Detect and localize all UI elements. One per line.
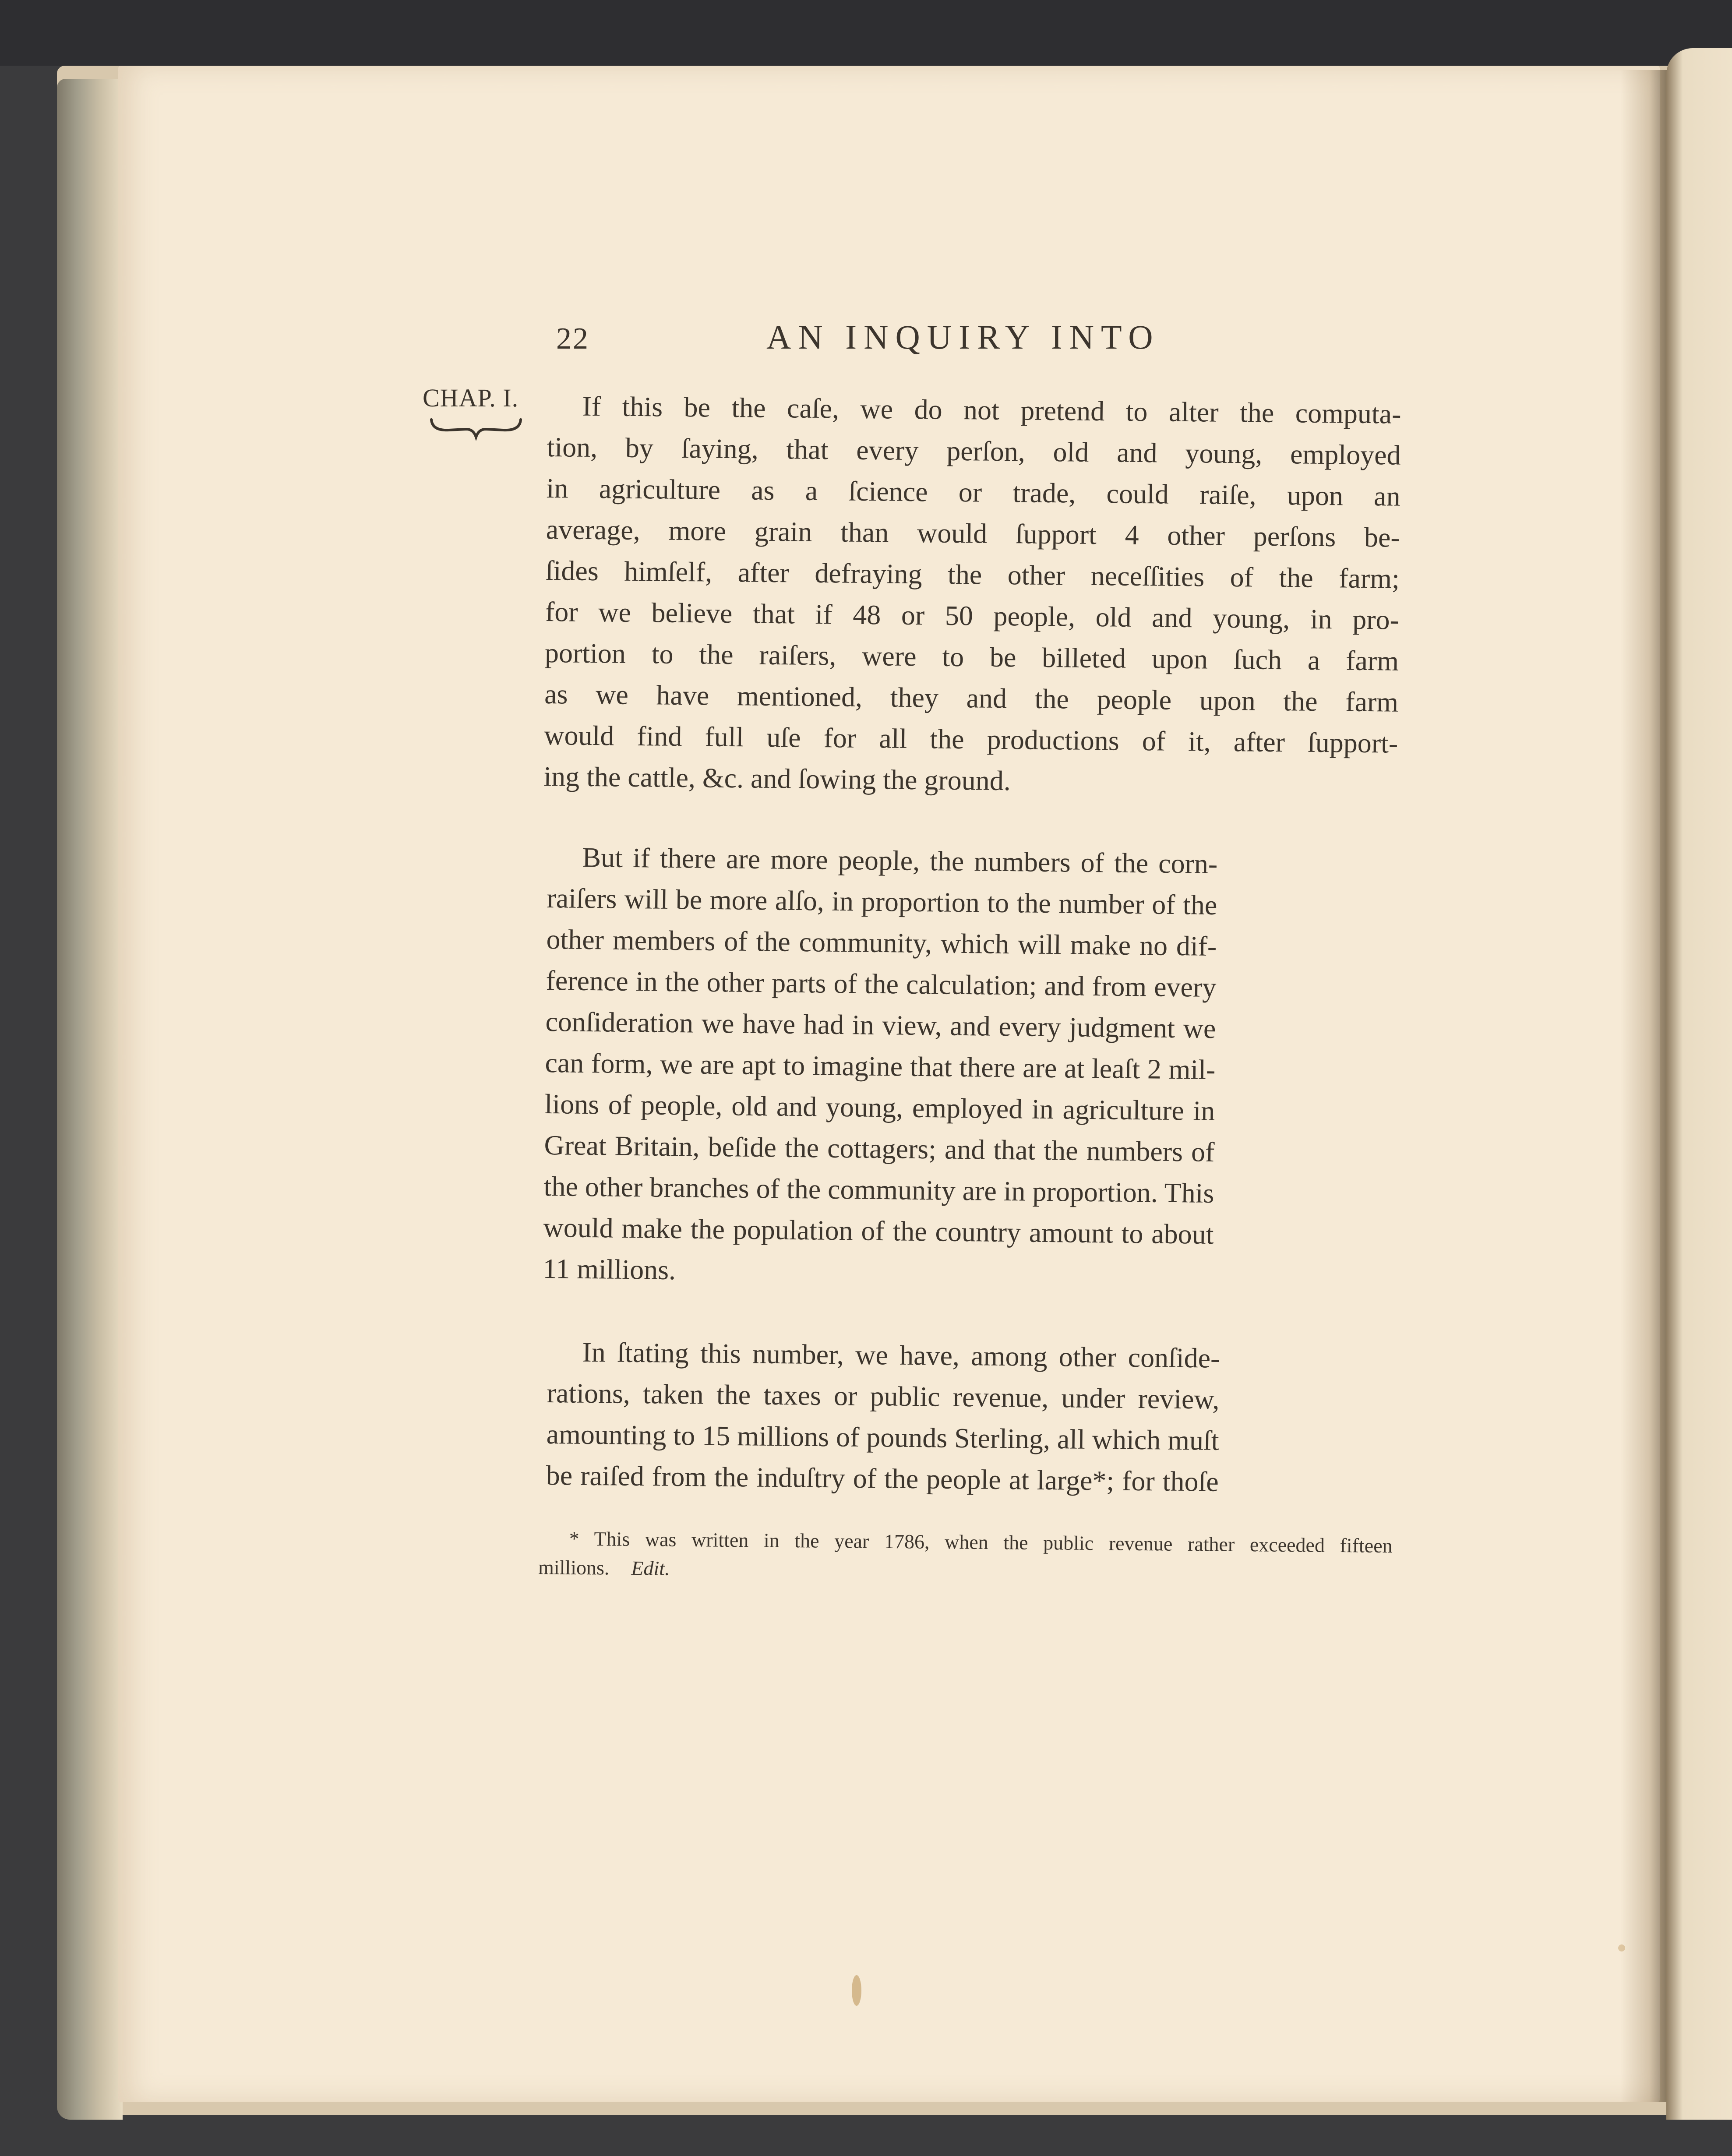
- text-line: conſideration we have had in view, and every judgment we: [545, 1006, 1216, 1044]
- paragraph-3: [546, 1331, 1220, 1503]
- text-line: But if there are more people, the numbers of the corn-: [582, 841, 1218, 880]
- text-line: be raiſed from the induſtry of the people at large*; for thoſe: [546, 1459, 1219, 1497]
- text-line: 11 millions.: [543, 1253, 676, 1286]
- text-line: portion to the raiſers, were to be billeted upon ſuch a farm: [544, 637, 1399, 677]
- text-line: as we have mentioned, they and the people upon the farm: [544, 678, 1399, 718]
- editor-mark: Edit.: [631, 1556, 670, 1580]
- page-number: 22: [556, 322, 589, 356]
- text-line: other members of the community, which will make no dif-: [546, 923, 1217, 962]
- text-line: rations, taken the taxes or public revenue, under review,: [547, 1377, 1220, 1415]
- running-title: AN INQUIRY INTO: [766, 318, 1160, 356]
- main-text: [543, 385, 1401, 1497]
- text-line: ing the cattle, &c. and ſowing the ground.: [543, 760, 1011, 797]
- footnote: [538, 1524, 1393, 1589]
- text-line: in agriculture as a ſcience or trade, could raiſe, upon an: [546, 472, 1400, 512]
- footnote-text: millions.: [538, 1556, 610, 1579]
- text-line: ference in the other parts of the calculation; and from every: [546, 964, 1217, 1003]
- text-line: the other branches of the community are in proportion. This: [543, 1170, 1214, 1209]
- running-head: [556, 318, 1401, 366]
- chapter-marginal-note: [423, 383, 536, 441]
- text-line: would make the population of the country amount to about: [543, 1211, 1214, 1250]
- text-line: Great Britain, beſide the cottagers; and that the numbers of: [544, 1129, 1215, 1168]
- footnote-line: * This was written in the year 1786, when the public revenue rather exceeded fifteen: [569, 1527, 1393, 1557]
- text-line: raiſers will be more alſo, in proportion to the number of the: [547, 882, 1217, 921]
- text-line: tion, by ſaying, that every perſon, old and young, employed: [547, 431, 1401, 471]
- chapter-label: CHAP. I.: [423, 384, 519, 412]
- text-line: can form, we are apt to imagine that there are at leaſt 2 mil-: [545, 1047, 1216, 1086]
- text-line: lions of people, old and young, employed in agriculture in: [544, 1088, 1215, 1126]
- text-line: average, more grain than would ſupport 4 other perſons be-: [546, 513, 1400, 553]
- paragraph-1: [543, 385, 1401, 805]
- text-line: would find full uſe for all the productions of it, after ſupport-: [543, 719, 1398, 759]
- text-line: If this be the caſe, we do not pretend to alter the computa-: [582, 390, 1401, 430]
- text-line: ſides himſelf, after defraying the other neceſſities of the farm;: [545, 554, 1400, 594]
- text-line: amounting to 15 millions of pounds Sterling, all which muſt: [546, 1418, 1219, 1456]
- paragraph-2: [543, 836, 1218, 1296]
- text-line: In ſtating this number, we have, among other conſide-: [582, 1336, 1220, 1374]
- text-line: for we believe that if 48 or 50 people, old and young, in pro-: [545, 596, 1400, 635]
- curly-brace-ornament: [428, 414, 524, 441]
